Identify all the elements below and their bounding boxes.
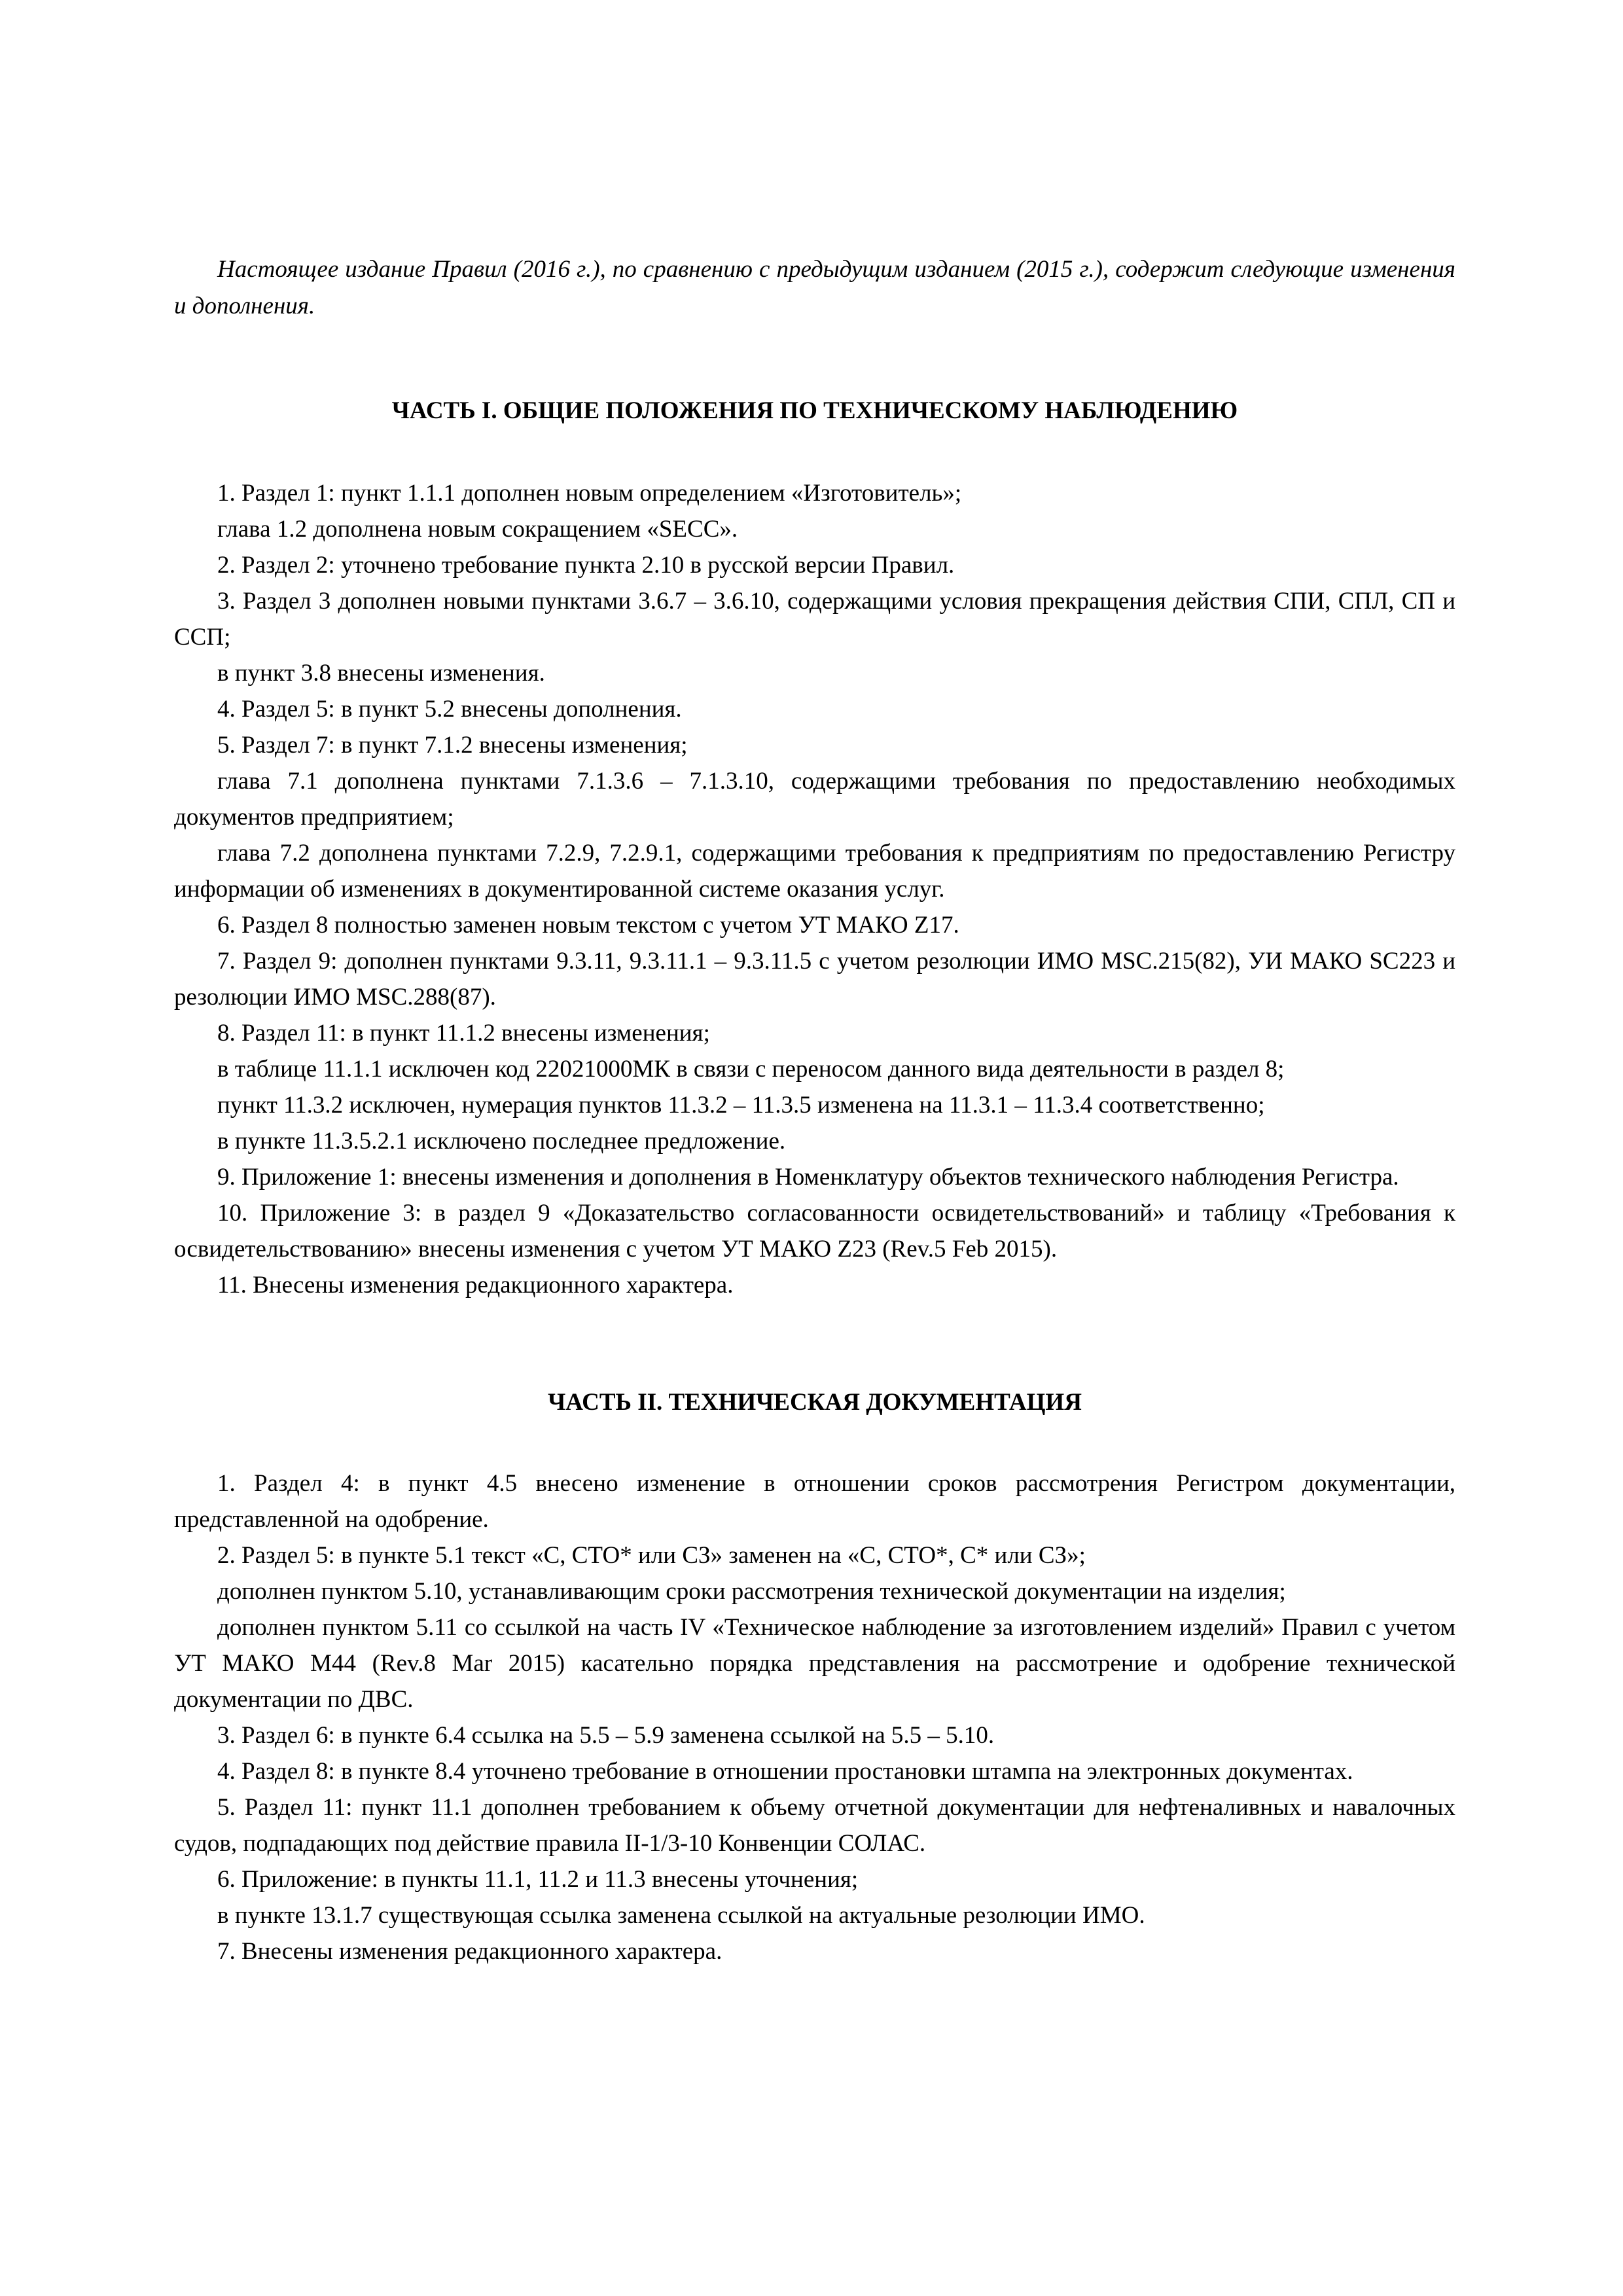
part-1-paragraph: 1. Раздел 1: пункт 1.1.1 дополнен новым определением «Изготовитель»; [217,480,962,507]
part-1-paragraph: пункт 11.3.2 исключен, нумерация пунктов 11.3.2 – 11.3.5 изменена на 11.3.1 – 11.3.4 соответственно; [217,1092,1265,1119]
part-1-paragraph: 3. Раздел 3 дополнен новыми пунктами 3.6.7 – 3.6.10, содержащими условия прекращения действия СПИ, СПЛ, СП и ССП; [174,588,1455,651]
part-1-paragraph: в пункт 3.8 внесены изменения. [217,660,545,687]
part-2-paragraph: 1. Раздел 4: в пункт 4.5 внесено изменение в отношении сроков рассмотрения Регистром документации, представленной на одобрение. [174,1470,1455,1533]
part-1-paragraph: 5. Раздел 7: в пункт 7.1.2 внесены изменения; [217,732,688,759]
part-1-paragraph: 7. Раздел 9: дополнен пунктами 9.3.11, 9.3.11.1 – 9.3.11.5 с учетом резолюции ИМО MSC.215(82), УИ МАКО SC223 и резолюции ИМО MSC.288(87). [174,948,1455,1011]
part-2-title: ЧАСТЬ II. ТЕХНИЧЕСКАЯ ДОКУМЕНТАЦИЯ [548,1389,1082,1416]
part-2-paragraph: 4. Раздел 8: в пункте 8.4 уточнено требование в отношении простановки штампа на электронных документах. [217,1758,1353,1785]
part-1-paragraph: 11. Внесены изменения редакционного характера. [217,1272,734,1299]
part-1-paragraph: глава 1.2 дополнена новым сокращением «SECC». [217,516,738,543]
part-1-paragraph: 4. Раздел 5: в пункт 5.2 внесены дополнения. [217,696,682,723]
part-1-paragraph: 10. Приложение 3: в раздел 9 «Доказательство согласованности освидетельствований» и таблицу «Требования к освидетельствованию» внесены изменения с учетом УТ МАКО Z23 (Rev.5 Feb 2015). [174,1200,1455,1263]
part-1-title: ЧАСТЬ I. ОБЩИЕ ПОЛОЖЕНИЯ ПО ТЕХНИЧЕСКОМУ НАБЛЮДЕНИЮ [391,397,1238,424]
part-1-paragraph: в пункте 11.3.5.2.1 исключено последнее предложение. [217,1128,786,1155]
part-2-paragraph: 7. Внесены изменения редакционного характера. [217,1938,722,1965]
part-2-paragraph: дополнен пунктом 5.10, устанавливающим сроки рассмотрения технической документации на изделия; [217,1578,1286,1605]
part-1-paragraph: 9. Приложение 1: внесены изменения и дополнения в Номенклатуру объектов технического наблюдения Регистра. [217,1164,1399,1191]
part-1-paragraph: 2. Раздел 2: уточнено требование пункта 2.10 в русской версии Правил. [217,552,955,579]
part-2-paragraph: дополнен пунктом 5.11 со ссылкой на часть IV «Техническое наблюдение за изготовлением изделий» Правил с учетом УТ МАКО М44 (Rev.8 Mar 2015) касательно порядка представления на рассмотрение и одобрение технической документации по ДВС. [174,1614,1455,1713]
intro-paragraph: Настоящее издание Правил (2016 г.), по сравнению с предыдущим изданием (2015 г.), содержит следующие изменения и дополнения. [174,256,1455,319]
part-1-paragraph: 6. Раздел 8 полностью заменен новым текстом с учетом УТ МАКО Z17. [217,912,959,939]
part-1-paragraph: в таблице 11.1.1 исключен код 22021000МК в связи с переносом данного вида деятельности в раздел 8; [217,1056,1285,1083]
part-2-paragraph: 5. Раздел 11: пункт 11.1 дополнен требованием к объему отчетной документации для нефтеналивных и навалочных судов, подпадающих под действие правила II-1/3-10 Конвенции СОЛАС. [174,1794,1455,1857]
part-2-paragraph: 2. Раздел 5: в пункте 5.1 текст «С, СТО* или СЗ» заменен на «С, СТО*, С* или СЗ»; [217,1542,1086,1569]
part-2-paragraph: в пункте 13.1.7 существующая ссылка заменена ссылкой на актуальные резолюции ИМО. [217,1902,1145,1929]
part-2-paragraph: 3. Раздел 6: в пункте 6.4 ссылка на 5.5 – 5.9 заменена ссылкой на 5.5 – 5.10. [217,1722,995,1749]
part-1-items [174,475,1455,1303]
part-2-paragraph: 6. Приложение: в пункты 11.1, 11.2 и 11.3 внесены уточнения; [217,1866,859,1893]
part-1-paragraph: глава 7.1 дополнена пунктами 7.1.3.6 – 7.1.3.10, содержащими требования по предоставлению необходимых документов предприятием; [174,768,1455,831]
part-1-paragraph: глава 7.2 дополнена пунктами 7.2.9, 7.2.9.1, содержащими требования к предприятиям по предоставлению Регистру информации об изменениях в документированной системе оказания услуг. [174,840,1455,903]
part-2-items [174,1465,1455,1969]
part-1-paragraph: 8. Раздел 11: в пункт 11.1.2 внесены изменения; [217,1020,710,1047]
document-page [174,251,1455,1969]
